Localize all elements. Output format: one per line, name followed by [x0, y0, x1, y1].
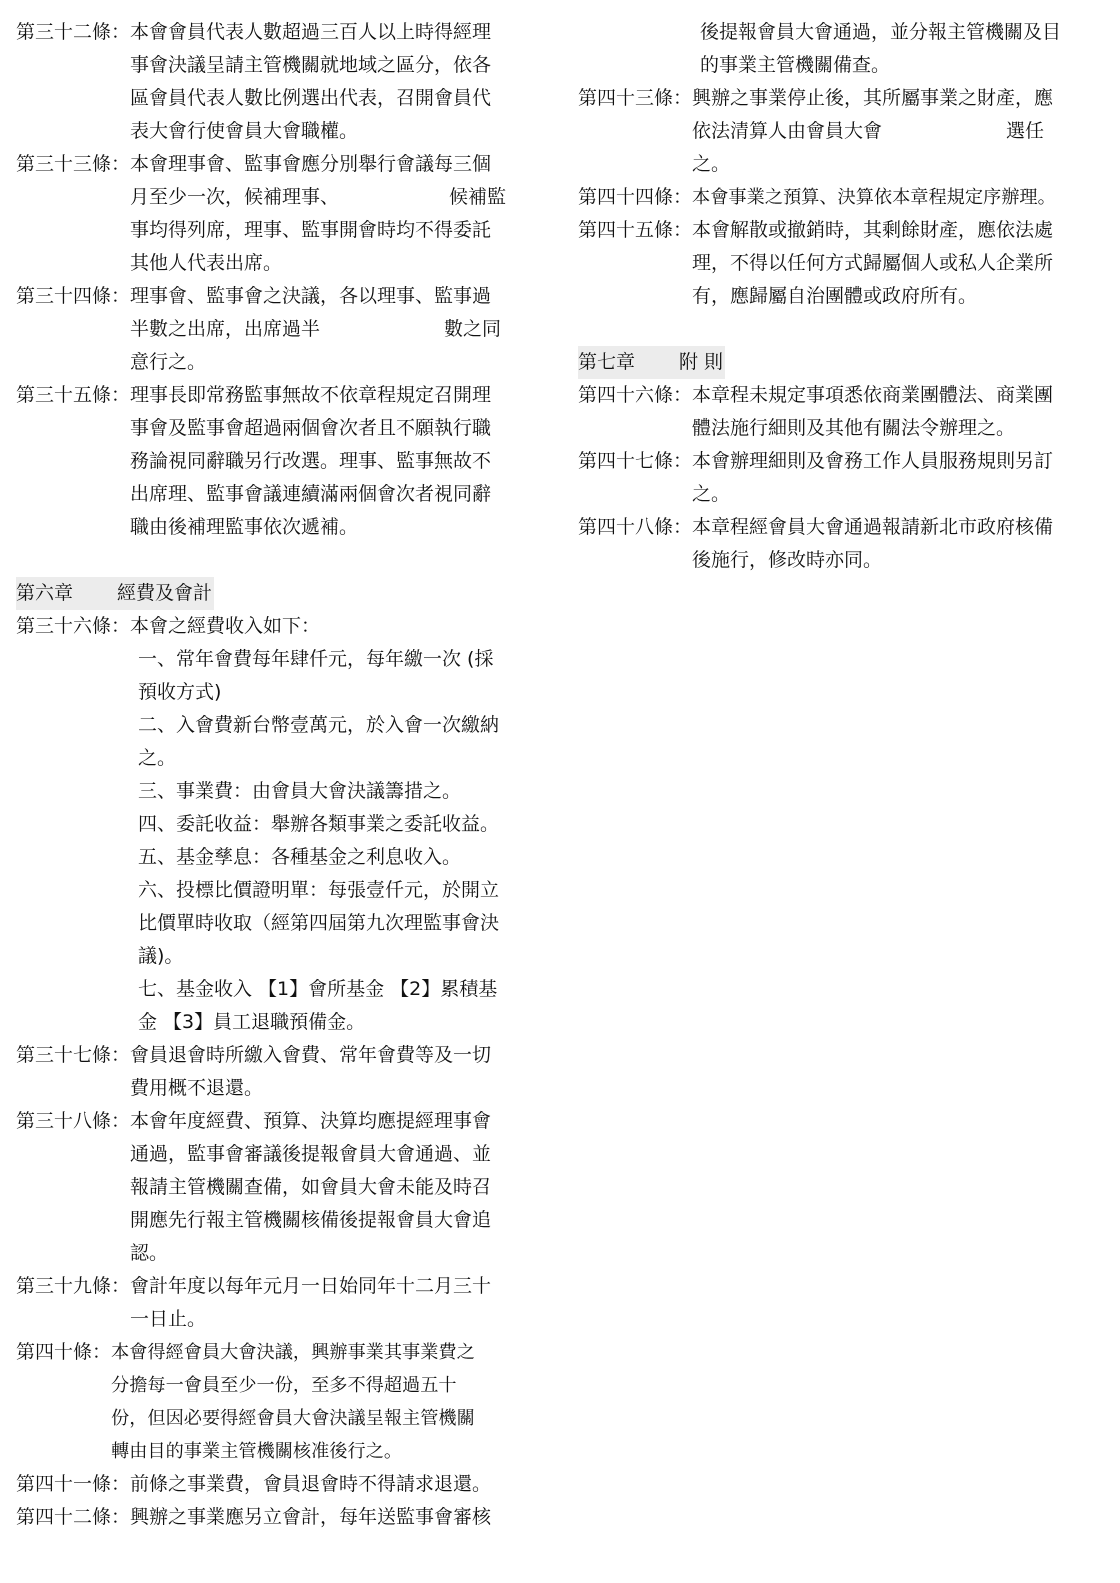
- article-label: 第三十二條：: [16, 21, 131, 43]
- list-item: 三、事業費：由會員大會決議籌措之。: [138, 780, 462, 802]
- chapter-number: 第七章: [578, 351, 636, 373]
- article-line: 理事長即常務監事無故不依章程規定召開理: [130, 384, 492, 406]
- article-40: [16, 1336, 534, 1468]
- article-line: 事會及監事會超過兩個會次者且不願執行職: [130, 417, 492, 439]
- list-item: 六、投標比價證明單：每張壹仟元，於開立: [138, 879, 500, 901]
- chapter-title: 附 則: [679, 351, 724, 373]
- article-47: [578, 445, 1104, 511]
- article-43: [578, 82, 1104, 181]
- article-line: 興辦之事業停止後，其所屬事業之財產，應: [692, 87, 1054, 109]
- article-line: 會員退會時所繳入會費、常年會費等及一切: [130, 1044, 492, 1066]
- article-line: 本會得經會員大會決議，興辦事業其事業費之: [111, 1342, 475, 1363]
- article-38: [16, 1105, 534, 1270]
- article-label: 第三十六條：: [16, 615, 131, 637]
- list-item: 一、常年會費每年肆仟元，每年繳一次 (採: [138, 648, 494, 670]
- article-line: [130, 181, 534, 214]
- article-label: 第四十七條：: [578, 450, 693, 472]
- article-label: 第四十八條：: [578, 516, 693, 538]
- article-32: [16, 16, 534, 148]
- list-item: 議)。: [138, 945, 184, 967]
- article-48: [578, 511, 1104, 577]
- article-41: [16, 1468, 534, 1501]
- article-label: 第三十三條：: [16, 153, 131, 175]
- article-body: [692, 379, 1104, 445]
- chapter-title: 經費及會計: [117, 582, 213, 604]
- article-line: 理，不得以任何方式歸屬個人或私人企業所: [692, 252, 1054, 274]
- article-line: 一日止。: [130, 1308, 207, 1330]
- article-body: [130, 280, 534, 379]
- article-line: 區會員代表人數比例選出代表，召開會員代: [130, 87, 492, 109]
- article-label: 第三十四條：: [16, 285, 131, 307]
- article-line: 務論視同辭職另行改選。理事、監事無故不: [130, 450, 492, 472]
- article-line: 本會事業之預算、決算依本章程規定序辦理。: [692, 187, 1056, 208]
- article-line: 興辦之事業應另立會計，每年送監事會審核: [130, 1506, 492, 1528]
- article-line: 後提報會員大會通過，並分報主管機關及目: [700, 21, 1062, 43]
- line-part: 依法清算人由會員大會: [692, 120, 883, 142]
- article-line: 會計年度以每年元月一日始同年十二月三十: [130, 1275, 492, 1297]
- article-body: [130, 148, 534, 280]
- line-part: 數之同: [444, 318, 502, 340]
- article-line: 分擔每一會員至少一份，至多不得超過五十: [111, 1375, 457, 1396]
- right-column: [578, 16, 1104, 577]
- article-36: [16, 610, 534, 643]
- article-line: 本會理事會、監事會應分別舉行會議每三個: [130, 153, 492, 175]
- article-label: 第三十七條：: [16, 1044, 131, 1066]
- article-label: 第四十五條：: [578, 219, 693, 241]
- article-line: 本會之經費收入如下：: [130, 615, 321, 637]
- article-body: [692, 214, 1104, 313]
- list-item: 五、基金孳息：各種基金之利息收入。: [138, 846, 462, 868]
- article-body: [130, 610, 534, 643]
- article-line: 本會會員代表人數超過三百人以上時得經理: [130, 21, 492, 43]
- article-line: [130, 313, 534, 346]
- article-body: [692, 181, 1104, 214]
- article-line: 本章程未規定事項悉依商業團體法、商業團: [692, 384, 1054, 406]
- article-line: 出席理、監事會議連續滿兩個會次者視同辭: [130, 483, 492, 505]
- article-line: [692, 115, 1104, 148]
- article-line: 職由後補理監事依次遞補。: [130, 516, 359, 538]
- article-body: [692, 511, 1104, 577]
- article-line: 通過，監事會審議後提報會員大會通過、並: [130, 1143, 492, 1165]
- article-42-continued: [700, 16, 1104, 82]
- article-label: 第四十四條：: [578, 186, 693, 208]
- line-part: 候補監: [449, 186, 507, 208]
- article-body: [130, 1105, 534, 1270]
- article-line: 體法施行細則及其他有關法令辦理之。: [692, 417, 1016, 439]
- list-item: 七、基金收入 【1】會所基金 【2】累積基: [138, 978, 498, 1000]
- article-line: 事均得列席，理事、監事開會時均不得委託: [130, 219, 492, 241]
- article-line: 之。: [692, 153, 731, 175]
- article-label: 第三十五條：: [16, 384, 131, 406]
- article-33: [16, 148, 534, 280]
- article-line: 前條之事業費，會員退會時不得請求退還。: [130, 1473, 492, 1495]
- list-item: 二、入會費新台幣壹萬元，於入會一次繳納: [138, 714, 500, 736]
- article-body: [130, 1468, 534, 1501]
- article-line: 轉由目的事業主管機關核准後行之。: [111, 1441, 403, 1462]
- article-line: 本會辦理細則及會務工作人員服務規則另訂: [692, 450, 1054, 472]
- article-label: 第三十八條：: [16, 1110, 131, 1132]
- article-body: [130, 16, 534, 148]
- article-line: 理事會、監事會之決議，各以理事、監事過: [130, 285, 492, 307]
- line-part: 選任: [1006, 120, 1045, 142]
- article-label: 第三十九條：: [16, 1275, 131, 1297]
- article-line: 認。: [130, 1242, 169, 1264]
- article-line: 本會年度經費、預算、決算均應提經理事會: [130, 1110, 492, 1132]
- article-line: 其他人代表出席。: [130, 252, 283, 274]
- left-column: [16, 16, 534, 1534]
- article-label: 第四十條：: [16, 1341, 112, 1363]
- article-line: 費用概不退還。: [130, 1077, 264, 1099]
- article-line: 之。: [692, 483, 731, 505]
- article-label: 第四十三條：: [578, 87, 693, 109]
- chapter-6-heading: [16, 577, 214, 610]
- article-39: [16, 1270, 534, 1336]
- article-line: 份，但因必要得經會員大會決議呈報主管機關: [111, 1408, 475, 1429]
- article-37: [16, 1039, 534, 1105]
- list-item: 金 【3】員工退職預備金。: [138, 1011, 366, 1033]
- article-body: [111, 1336, 534, 1468]
- article-35: [16, 379, 534, 544]
- article-line: 後施行，修改時亦同。: [692, 549, 883, 571]
- article-45: [578, 214, 1104, 313]
- article-42: [16, 1501, 534, 1534]
- article-line: 報請主管機關查備，如會員大會未能及時召: [130, 1176, 492, 1198]
- article-44: [578, 181, 1104, 214]
- list-item: 比價單時收取（經第四屆第九次理監事會決: [138, 912, 500, 934]
- article-line: 的事業主管機關備查。: [700, 54, 891, 76]
- article-line: 事會決議呈請主管機關就地域之區分，依各: [130, 54, 492, 76]
- article-label: 第四十二條：: [16, 1506, 131, 1528]
- chapter-7-heading: [578, 346, 725, 379]
- article-label: 第四十六條：: [578, 384, 693, 406]
- list-item: 之。: [138, 747, 177, 769]
- article-34: [16, 280, 534, 379]
- list-item: 四、委託收益：舉辦各類事業之委託收益。: [138, 813, 500, 835]
- article-line: 意行之。: [130, 351, 207, 373]
- article-body: [130, 1039, 534, 1105]
- list-item: 預收方式): [138, 681, 222, 703]
- article-line: 表大會行使會員大會職權。: [130, 120, 359, 142]
- article-36-items: [138, 643, 534, 1039]
- article-body: [130, 1501, 534, 1534]
- article-46: [578, 379, 1104, 445]
- article-line: 有，應歸屬自治團體或政府所有。: [692, 285, 978, 307]
- article-body: [692, 82, 1104, 181]
- article-body: [130, 1270, 534, 1336]
- article-body: [692, 445, 1104, 511]
- article-line: 本會解散或撤銷時，其剩餘財產，應依法處: [692, 219, 1054, 241]
- article-line: 開應先行報主管機關核備後提報會員大會追: [130, 1209, 492, 1231]
- article-label: 第四十一條：: [16, 1473, 131, 1495]
- line-part: 半數之出席，出席過半: [130, 318, 321, 340]
- article-body: [130, 379, 534, 544]
- article-line: 本章程經會員大會通過報請新北市政府核備: [692, 516, 1054, 538]
- chapter-number: 第六章: [16, 582, 74, 604]
- line-part: 月至少一次，候補理事、: [130, 186, 340, 208]
